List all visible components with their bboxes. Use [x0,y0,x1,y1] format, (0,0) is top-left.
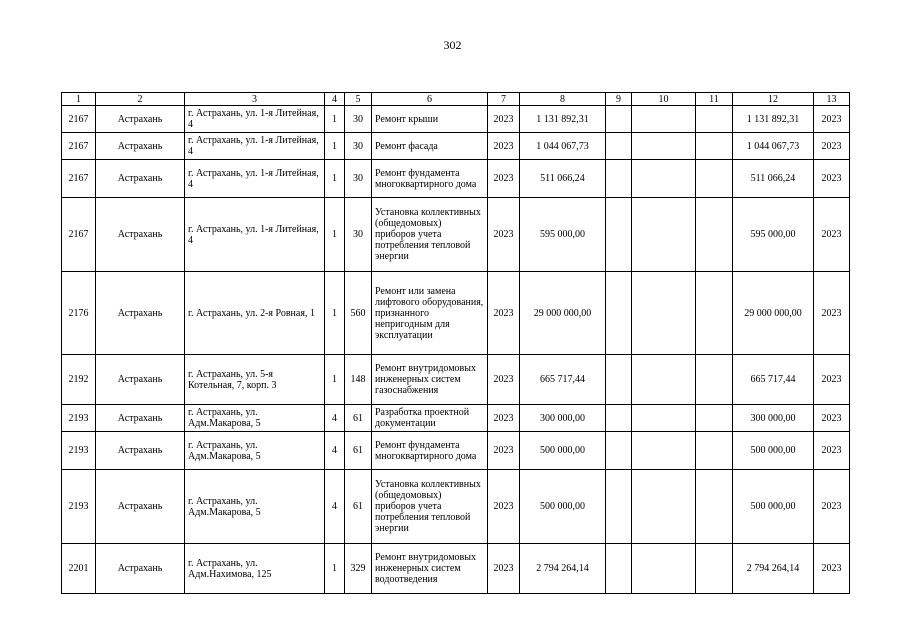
completion-year: 2023 [814,544,850,594]
fund-cost: 500 000,00 [733,432,814,470]
total-cost: 511 066,24 [520,160,606,198]
work-type: Ремонт внутридомовых инженерных систем водоотведения [372,544,488,594]
column-header-6: 6 [372,93,488,106]
fund-cost: 511 066,24 [733,160,814,198]
cell-col-11 [696,160,733,198]
column-header-5: 5 [345,93,372,106]
table-header-row [62,93,850,106]
address: г. Астрахань, ул. 1-я Литейная, 4 [185,160,325,198]
cell-col-10 [632,432,696,470]
municipality: Астрахань [96,106,185,133]
cell-col-5: 30 [345,198,372,272]
cell-col-4: 1 [325,198,345,272]
year: 2023 [488,106,520,133]
address: г. Астрахань, ул. Адм.Нахимова, 125 [185,544,325,594]
cell-col-5: 560 [345,272,372,355]
year: 2023 [488,544,520,594]
cell-col-10 [632,133,696,160]
cell-col-4: 1 [325,106,345,133]
column-header-2: 2 [96,93,185,106]
table-row [62,405,850,432]
table-row [62,272,850,355]
column-header-11: 11 [696,93,733,106]
municipality: Астрахань [96,133,185,160]
cell-col-9 [606,470,632,544]
cell-col-5: 329 [345,544,372,594]
year: 2023 [488,405,520,432]
fund-cost: 1 044 067,73 [733,133,814,160]
column-header-1: 1 [62,93,96,106]
fund-cost: 29 000 000,00 [733,272,814,355]
year: 2023 [488,272,520,355]
cell-col-9 [606,432,632,470]
cell-col-11 [696,106,733,133]
cell-col-4: 1 [325,355,345,405]
column-header-8: 8 [520,93,606,106]
municipality: Астрахань [96,432,185,470]
work-type: Ремонт фундамента многоквартирного дома [372,432,488,470]
municipality: Астрахань [96,544,185,594]
completion-year: 2023 [814,470,850,544]
cell-col-11 [696,133,733,160]
cell-col-5: 148 [345,355,372,405]
total-cost: 2 794 264,14 [520,544,606,594]
total-cost: 665 717,44 [520,355,606,405]
year: 2023 [488,355,520,405]
cell-col-5: 30 [345,160,372,198]
municipality: Астрахань [96,470,185,544]
completion-year: 2023 [814,272,850,355]
year: 2023 [488,160,520,198]
fund-cost: 1 131 892,31 [733,106,814,133]
completion-year: 2023 [814,405,850,432]
record-number: 2193 [62,432,96,470]
address: г. Астрахань, ул. 1-я Литейная, 4 [185,133,325,160]
cell-col-11 [696,272,733,355]
year: 2023 [488,470,520,544]
total-cost: 300 000,00 [520,405,606,432]
work-type: Ремонт или замена лифтового оборудования, признанного непригодным для эксплуатации [372,272,488,355]
record-number: 2167 [62,160,96,198]
cell-col-4: 4 [325,432,345,470]
table-row [62,432,850,470]
total-cost: 595 000,00 [520,198,606,272]
completion-year: 2023 [814,432,850,470]
year: 2023 [488,198,520,272]
cell-col-9 [606,133,632,160]
address: г. Астрахань, ул. 2-я Ровная, 1 [185,272,325,355]
fund-cost: 500 000,00 [733,470,814,544]
municipality: Астрахань [96,160,185,198]
municipality: Астрахань [96,405,185,432]
cell-col-11 [696,355,733,405]
cell-col-10 [632,272,696,355]
cell-col-10 [632,198,696,272]
total-cost: 29 000 000,00 [520,272,606,355]
total-cost: 500 000,00 [520,470,606,544]
record-number: 2201 [62,544,96,594]
record-number: 2167 [62,106,96,133]
cell-col-9 [606,106,632,133]
record-number: 2167 [62,198,96,272]
column-header-7: 7 [488,93,520,106]
cell-col-4: 1 [325,160,345,198]
column-header-13: 13 [814,93,850,106]
address: г. Астрахань, ул. 1-я Литейная, 4 [185,198,325,272]
cell-col-4: 1 [325,272,345,355]
cell-col-10 [632,405,696,432]
cell-col-5: 61 [345,470,372,544]
column-header-4: 4 [325,93,345,106]
year: 2023 [488,432,520,470]
record-number: 2192 [62,355,96,405]
column-header-3: 3 [185,93,325,106]
column-header-12: 12 [733,93,814,106]
cell-col-10 [632,544,696,594]
column-header-9: 9 [606,93,632,106]
cell-col-10 [632,106,696,133]
cell-col-11 [696,470,733,544]
cell-col-4: 4 [325,405,345,432]
fund-cost: 2 794 264,14 [733,544,814,594]
work-type: Ремонт фундамента многоквартирного дома [372,160,488,198]
total-cost: 1 044 067,73 [520,133,606,160]
address: г. Астрахань, ул. 5-я Котельная, 7, корп. 3 [185,355,325,405]
cell-col-5: 30 [345,106,372,133]
fund-cost: 300 000,00 [733,405,814,432]
table-row [62,133,850,160]
cell-col-11 [696,198,733,272]
cell-col-5: 61 [345,432,372,470]
cell-col-9 [606,355,632,405]
cell-col-5: 30 [345,133,372,160]
total-cost: 500 000,00 [520,432,606,470]
address: г. Астрахань, ул. Адм.Макарова, 5 [185,405,325,432]
completion-year: 2023 [814,198,850,272]
fund-cost: 665 717,44 [733,355,814,405]
year: 2023 [488,133,520,160]
work-type: Ремонт крыши [372,106,488,133]
cell-col-5: 61 [345,405,372,432]
municipality: Астрахань [96,272,185,355]
record-number: 2193 [62,405,96,432]
table-row [62,106,850,133]
column-header-10: 10 [632,93,696,106]
cell-col-4: 1 [325,544,345,594]
record-number: 2176 [62,272,96,355]
cell-col-4: 4 [325,470,345,544]
cell-col-11 [696,405,733,432]
work-type: Ремонт фасада [372,133,488,160]
cell-col-9 [606,272,632,355]
completion-year: 2023 [814,133,850,160]
address: г. Астрахань, ул. Адм.Макарова, 5 [185,432,325,470]
address: г. Астрахань, ул. 1-я Литейная, 4 [185,106,325,133]
cell-col-10 [632,355,696,405]
cell-col-10 [632,470,696,544]
work-type: Установка коллективных (общедомовых) приборов учета потребления тепловой энергии [372,198,488,272]
total-cost: 1 131 892,31 [520,106,606,133]
fund-cost: 595 000,00 [733,198,814,272]
record-number: 2193 [62,470,96,544]
completion-year: 2023 [814,160,850,198]
record-number: 2167 [62,133,96,160]
table-row [62,544,850,594]
cell-col-10 [632,160,696,198]
municipality: Астрахань [96,355,185,405]
table-row [62,160,850,198]
completion-year: 2023 [814,106,850,133]
table-row [62,355,850,405]
cell-col-9 [606,405,632,432]
cell-col-9 [606,198,632,272]
cell-col-9 [606,544,632,594]
address: г. Астрахань, ул. Адм.Макарова, 5 [185,470,325,544]
work-type: Разработка проектной документации [372,405,488,432]
table-row [62,470,850,544]
work-type: Установка коллективных (общедомовых) приборов учета потребления тепловой энергии [372,470,488,544]
repair-registry-table [61,92,850,594]
work-type: Ремонт внутридомовых инженерных систем газоснабжения [372,355,488,405]
municipality: Астрахань [96,198,185,272]
cell-col-11 [696,544,733,594]
table-row [62,198,850,272]
cell-col-11 [696,432,733,470]
completion-year: 2023 [814,355,850,405]
page-number: 302 [443,38,462,52]
cell-col-9 [606,160,632,198]
cell-col-4: 1 [325,133,345,160]
